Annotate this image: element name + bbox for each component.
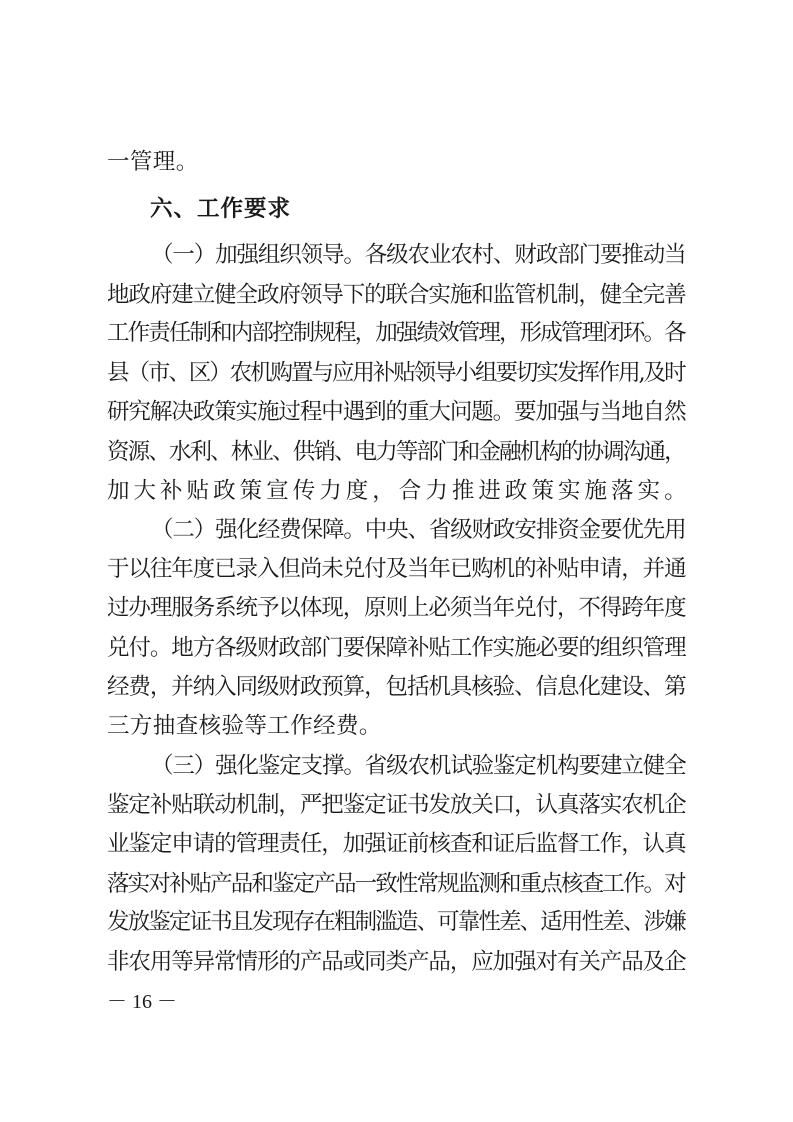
text-line: 经费，并纳入同级财政预算，包括机具核验、信息化建设、第: [107, 674, 686, 700]
text-line: 资源、水利、林业、供销、电力等部门和金融机构的协调沟通，: [107, 439, 685, 465]
text-line: 发放鉴定证书且发现存在粗制滥造、可靠性差、适用性差、涉嫌: [107, 909, 685, 935]
text-line: 业鉴定申请的管理责任，加强证前核查和证后监督工作，认真: [107, 831, 686, 857]
text-line: 加大补贴政策宣传力度，合力推进政策实施落实。: [107, 478, 691, 504]
text-line: 三方抽查核验等工作经费。: [107, 713, 382, 739]
text-line: 鉴定补贴联动机制，严把鉴定证书发放关口，认真落实农机企: [107, 792, 686, 818]
paragraph-2-line-1: （二）强化经费保障。中央、省级财政安排资金要优先用: [151, 517, 686, 543]
text-line: 工作责任制和内部控制规程，加强绩效管理，形成管理闭环。各: [107, 320, 685, 346]
text-line: 县（市、区）农机购置与应用补贴领导小组要切实发挥作用,及时: [107, 360, 685, 386]
paragraph-3-line-1: （三）强化鉴定支撑。省级农机试验鉴定机构要建立健全: [151, 753, 686, 779]
section-heading: 六、工作要求: [150, 196, 292, 222]
text-line: 兑付。地方各级财政部门要保障补贴工作实施必要的组织管理: [107, 635, 686, 661]
text-line: 非农用等异常情形的产品或同类产品，应加强对有关产品及企: [107, 949, 686, 975]
text-line: 研究解决政策实施过程中遇到的重大问题。要加强与当地自然: [107, 399, 686, 425]
text-line: 落实对补贴产品和鉴定产品一致性常规监测和重点核查工作。对: [107, 871, 685, 897]
page-number: － 16 －: [107, 991, 177, 1013]
text-line: 于以往年度已录入但尚未兑付及当年已购机的补贴申请，并通: [107, 556, 686, 582]
text-line: 过办理服务系统予以体现，原则上必须当年兑付，不得跨年度: [107, 595, 686, 621]
paragraph-1-line-1: （一）加强组织领导。各级农业农村、财政部门要推动当: [151, 242, 686, 268]
text-line: 地政府建立健全政府领导下的联合实施和监管机制，健全完善: [107, 282, 686, 308]
text-line: 一管理。: [107, 149, 199, 175]
